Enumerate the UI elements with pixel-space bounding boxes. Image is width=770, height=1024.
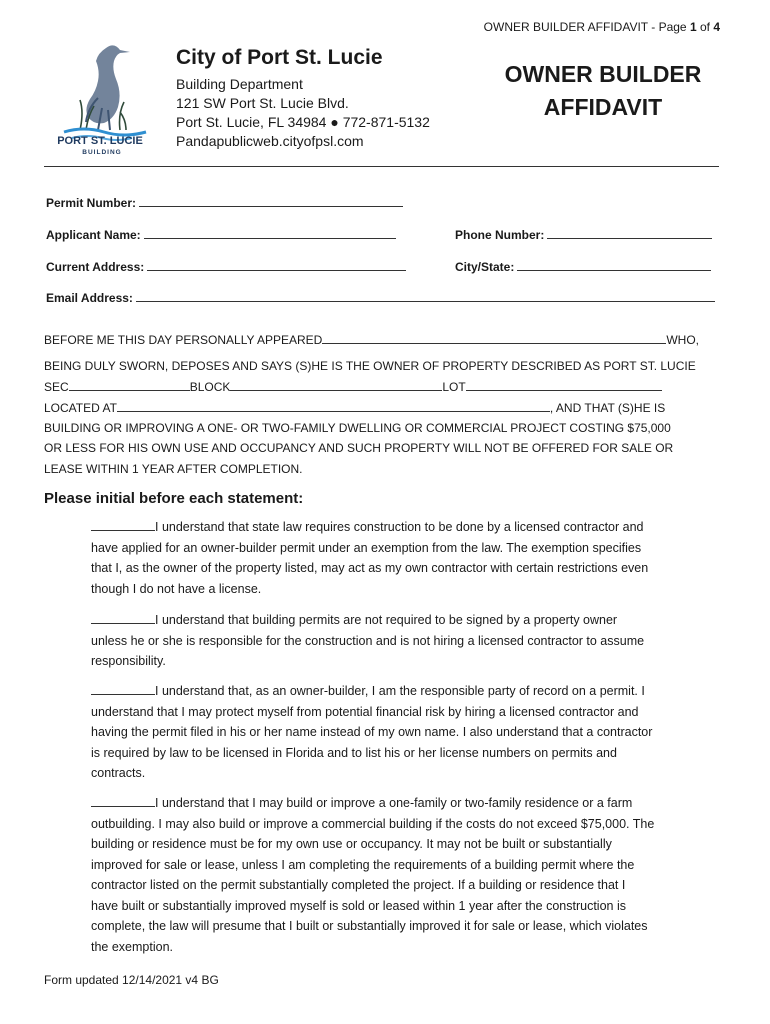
applicant-name-field[interactable]: [46, 226, 396, 242]
oath-and-that-text: , AND THAT (S)HE IS: [549, 401, 666, 415]
permit-number-field[interactable]: [46, 194, 403, 210]
located-at-label: LOCATED AT: [44, 401, 117, 415]
oath-line-6: OR LESS FOR HIS OWN USE AND OCCUPANCY AND SUCH PROPERTY WILL NOT BE OFFERED FOR SALE OR: [44, 441, 674, 455]
statement-line: that I, as the owner of the property listed, may act as my own contractor with certain restrictions even: [91, 561, 649, 575]
form-version-footer: Form updated 12/14/2021 v4 BG: [44, 973, 219, 987]
current-address-label: Current Address:: [46, 260, 145, 274]
permit-number-label: Permit Number:: [46, 196, 137, 210]
city-logo: [50, 38, 150, 158]
statement-line: responsibility.: [91, 654, 166, 668]
applicant-name-label: Applicant Name:: [46, 228, 141, 242]
page-header-label: OWNER BUILDER AFFIDAVIT - Page: [483, 20, 690, 34]
statement-3: [91, 681, 721, 784]
statement-line: [91, 517, 721, 538]
city-name: City of Port St. Lucie: [176, 46, 383, 69]
statement-line: have applied for an owner-builder permit under an exemption from the law. The exemption specifies: [91, 540, 642, 555]
oath-line-5: BUILDING OR IMPROVING A ONE- OR TWO-FAMILY DWELLING OR COMMERCIAL PROJECT COSTING $75,000: [44, 421, 671, 435]
appeared-name-blank[interactable]: [322, 330, 666, 344]
page-header: [484, 20, 720, 34]
statement-line: [91, 681, 721, 702]
page-number: 1: [689, 20, 697, 34]
permit-number-line[interactable]: [139, 194, 403, 207]
phone-number-field[interactable]: [455, 226, 712, 242]
initial-blank-1[interactable]: [91, 518, 155, 531]
sec-label: SEC: [44, 380, 69, 394]
oath-who-text: WHO,: [666, 333, 699, 347]
statement-line: the exemption.: [91, 939, 173, 954]
page-total: 4: [713, 20, 720, 34]
block-label: BLOCK: [189, 380, 231, 394]
oath-line-1: [44, 330, 720, 351]
statement-line: complete, the law will presume that I built or substantially improved it for sale or lease, which violates: [91, 919, 648, 933]
logo-text: PORT ST. LUCIE: [57, 135, 143, 147]
oath-line-4: [44, 398, 720, 419]
statement-line: contractor listed on the permit substantially completed the project. If a building or residence that I: [91, 878, 626, 892]
header-divider: [44, 166, 719, 167]
website-link[interactable]: Pandapublicweb.cityofpsl.com: [176, 133, 364, 149]
phone-number-line[interactable]: [547, 226, 712, 239]
lot-blank[interactable]: [466, 377, 662, 391]
city-address: Port St. Lucie, FL 34984 ● 772-871-5132: [176, 114, 430, 130]
heron-logo-icon: [50, 38, 150, 158]
statement-line: having the permit filed in his or her name instead of my own name. I also understand that a contractor: [91, 725, 653, 739]
initial-blank-3[interactable]: [91, 682, 155, 695]
statement-line: [91, 610, 721, 631]
oath-line-3: [44, 377, 720, 398]
title-line-1: OWNER BUILDER: [504, 61, 702, 87]
initial-blank-2[interactable]: [91, 611, 155, 624]
oath-appeared-text: BEFORE ME THIS DAY PERSONALLY APPEARED: [44, 333, 323, 347]
statement-line: [91, 793, 721, 814]
block-blank[interactable]: [230, 377, 442, 391]
statement-2: [91, 610, 721, 672]
applicant-name-line[interactable]: [144, 226, 396, 239]
statement-text: I understand that I may build or improve a one-family or two-family residence or a farm: [155, 796, 633, 810]
statement-line: is required by law to be licensed in Florida and to list his or her license numbers on permits and: [91, 745, 617, 760]
logo-subtext: BUILDING: [82, 149, 122, 156]
statement-text: I understand that state law requires construction to be done by a licensed contractor and: [155, 520, 644, 534]
statement-1: [91, 517, 721, 599]
lot-label: LOT: [442, 380, 466, 394]
city-state-label: City/State:: [455, 260, 515, 274]
email-address-label: Email Address:: [46, 291, 133, 305]
city-state-line[interactable]: [517, 258, 711, 271]
statement-line: outbuilding. I may also build or improve a commercial building if the costs do not exceed $75,000. The: [91, 816, 655, 831]
city-state-field[interactable]: [455, 258, 711, 274]
located-at-blank[interactable]: [117, 398, 550, 412]
oath-line-2: BEING DULY SWORN, DEPOSES AND SAYS (S)HE IS THE OWNER OF PROPERTY DESCRIBED AS PORT ST. LUCIE: [44, 359, 696, 373]
statement-line: contracts.: [91, 766, 146, 780]
statement-text: I understand that building permits are not required to be signed by a property owner: [155, 613, 618, 627]
document-title: [488, 58, 718, 124]
department-name: Building Department: [176, 76, 303, 92]
current-address-line[interactable]: [147, 258, 406, 271]
statement-4: [91, 793, 721, 957]
oath-line-7: LEASE WITHIN 1 YEAR AFTER COMPLETION.: [44, 462, 303, 476]
email-address-field[interactable]: [46, 289, 715, 305]
statement-line: understand that I may protect myself from potential financial risk by hiring a licensed contractor and: [91, 704, 639, 719]
statement-line: though I do not have a license.: [91, 581, 262, 596]
statement-line: building or residence must be for my own use or occupancy. It may not be built or substantially: [91, 837, 612, 851]
phone-number-label: Phone Number:: [455, 228, 545, 242]
statement-line: unless he or she is responsible for the construction and is not hiring a licensed contractor to assume: [91, 633, 645, 648]
street-address: 121 SW Port St. Lucie Blvd.: [176, 95, 349, 111]
initial-heading: Please initial before each statement:: [44, 490, 304, 507]
sec-blank[interactable]: [69, 377, 190, 391]
page-of-label: of: [696, 20, 714, 34]
statement-line: improved for sale or lease, unless I am completing the requirements of a building permit where the: [91, 857, 635, 872]
title-line-2: AFFIDAVIT: [543, 94, 663, 120]
email-address-line[interactable]: [136, 289, 715, 302]
initial-blank-4[interactable]: [91, 794, 155, 807]
statement-text: I understand that, as an owner-builder, I am the responsible party of record on a permit. I: [155, 684, 645, 698]
current-address-field[interactable]: [46, 258, 406, 274]
statement-line: have built or substantially improved myself is sold or leased within 1 year after the construction is: [91, 898, 626, 913]
